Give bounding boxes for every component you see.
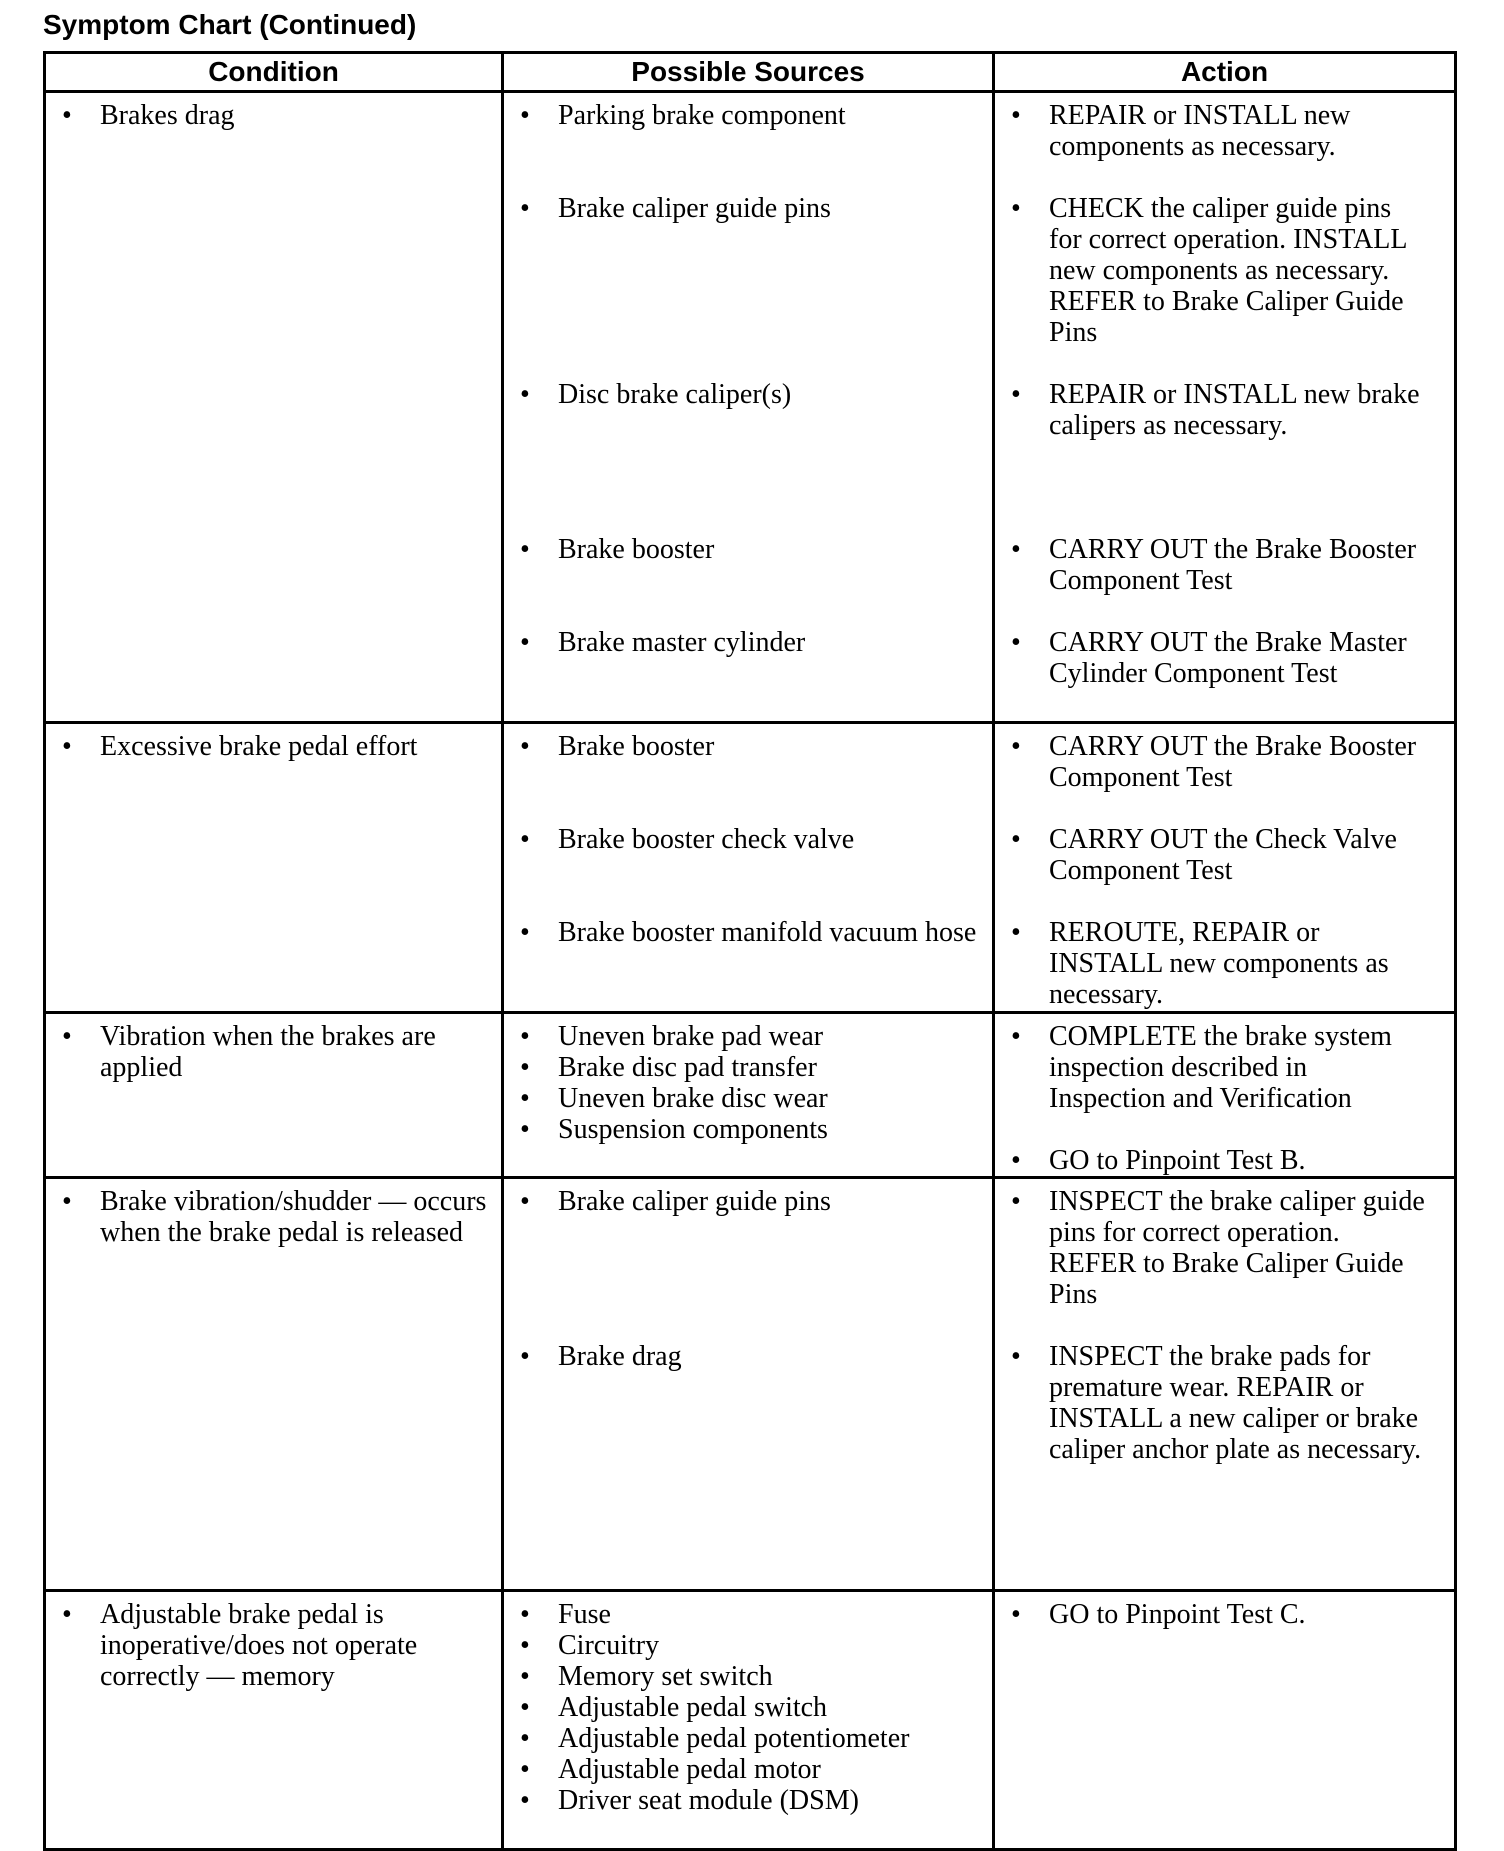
action-item: • COMPLETE the brake system inspection described in Inspection and Verification bbox=[1003, 1021, 1446, 1114]
condition-cell bbox=[45, 723, 503, 1013]
column-header-condition: Condition bbox=[45, 53, 503, 92]
condition-cell bbox=[45, 1591, 503, 1850]
action-item: • CARRY OUT the Brake Booster Component Test bbox=[1003, 731, 1446, 793]
condition-text: • Adjustable brake pedal is inoperative/does not operate correctly — memory bbox=[54, 1599, 493, 1692]
symptom-chart-table bbox=[43, 51, 1457, 1851]
sources-cell bbox=[503, 1013, 994, 1178]
action-cell bbox=[994, 1591, 1456, 1850]
action-item: • REPAIR or INSTALL new brake calipers as necessary. bbox=[1003, 379, 1446, 441]
action-cell bbox=[994, 1178, 1456, 1591]
source-item: • Uneven brake pad wear bbox=[512, 1021, 984, 1052]
action-item: • CARRY OUT the Check Valve Component Test bbox=[1003, 824, 1446, 886]
source-item: • Brake caliper guide pins bbox=[512, 1186, 984, 1217]
action-item: • GO to Pinpoint Test C. bbox=[1003, 1599, 1446, 1630]
source-item: • Suspension components bbox=[512, 1114, 984, 1145]
action-item: • REROUTE, REPAIR or INSTALL new components as necessary. bbox=[1003, 917, 1446, 1010]
source-item: • Brake drag bbox=[512, 1341, 984, 1372]
source-item: • Adjustable pedal switch bbox=[512, 1692, 984, 1723]
source-item: • Brake booster bbox=[512, 534, 984, 565]
source-item: • Brake caliper guide pins bbox=[512, 193, 984, 224]
column-header-action: Action bbox=[994, 53, 1456, 92]
sources-cell bbox=[503, 1178, 994, 1591]
sources-cell bbox=[503, 723, 994, 1013]
condition-cell bbox=[45, 1013, 503, 1178]
table-row bbox=[45, 1178, 1456, 1591]
table-row bbox=[45, 1591, 1456, 1850]
condition-cell bbox=[45, 1178, 503, 1591]
sources-cell bbox=[503, 1591, 994, 1850]
action-item: • REPAIR or INSTALL new components as necessary. bbox=[1003, 100, 1446, 162]
source-item: • Uneven brake disc wear bbox=[512, 1083, 984, 1114]
source-item: • Disc brake caliper(s) bbox=[512, 379, 984, 410]
action-cell bbox=[994, 92, 1456, 723]
source-item: • Circuitry bbox=[512, 1630, 984, 1661]
condition-cell bbox=[45, 92, 503, 723]
source-item: • Memory set switch bbox=[512, 1661, 984, 1692]
action-item: • CARRY OUT the Brake Booster Component Test bbox=[1003, 534, 1446, 596]
page-title: Symptom Chart (Continued) bbox=[43, 9, 417, 40]
table-row bbox=[45, 92, 1456, 723]
condition-text: • Brakes drag bbox=[54, 100, 493, 131]
column-header-possible-sources: Possible Sources bbox=[503, 53, 994, 92]
action-item: • INSPECT the brake caliper guide pins for correct operation. REFER to Brake Caliper Guide Pins bbox=[1003, 1186, 1446, 1310]
action-item: • CHECK the caliper guide pins for correct operation. INSTALL new components as necessary. REFER to Brake Caliper Guide Pins bbox=[1003, 193, 1446, 348]
action-item: • GO to Pinpoint Test B. bbox=[1003, 1145, 1446, 1176]
action-cell bbox=[994, 1013, 1456, 1178]
source-item: • Brake booster check valve bbox=[512, 824, 984, 855]
source-item: • Brake master cylinder bbox=[512, 627, 984, 658]
action-cell bbox=[994, 723, 1456, 1013]
source-item: • Adjustable pedal potentiometer bbox=[512, 1723, 984, 1754]
action-item: • INSPECT the brake pads for premature wear. REPAIR or INSTALL a new caliper or brake caliper anchor plate as necessary. bbox=[1003, 1341, 1446, 1465]
source-item: • Brake disc pad transfer bbox=[512, 1052, 984, 1083]
source-item: • Driver seat module (DSM) bbox=[512, 1785, 984, 1816]
source-item: • Brake booster manifold vacuum hose bbox=[512, 917, 984, 948]
source-item: • Brake booster bbox=[512, 731, 984, 762]
table-row bbox=[45, 1013, 1456, 1178]
condition-text: • Brake vibration/shudder — occurs when the brake pedal is released bbox=[54, 1186, 493, 1248]
table-row bbox=[45, 723, 1456, 1013]
condition-text: • Vibration when the brakes are applied bbox=[54, 1021, 493, 1083]
header-row bbox=[45, 53, 1456, 92]
source-item: • Parking brake component bbox=[512, 100, 984, 131]
sources-cell bbox=[503, 92, 994, 723]
source-item: • Adjustable pedal motor bbox=[512, 1754, 984, 1785]
condition-text: • Excessive brake pedal effort bbox=[54, 731, 493, 762]
source-item: • Fuse bbox=[512, 1599, 984, 1630]
action-item: • CARRY OUT the Brake Master Cylinder Component Test bbox=[1003, 627, 1446, 689]
